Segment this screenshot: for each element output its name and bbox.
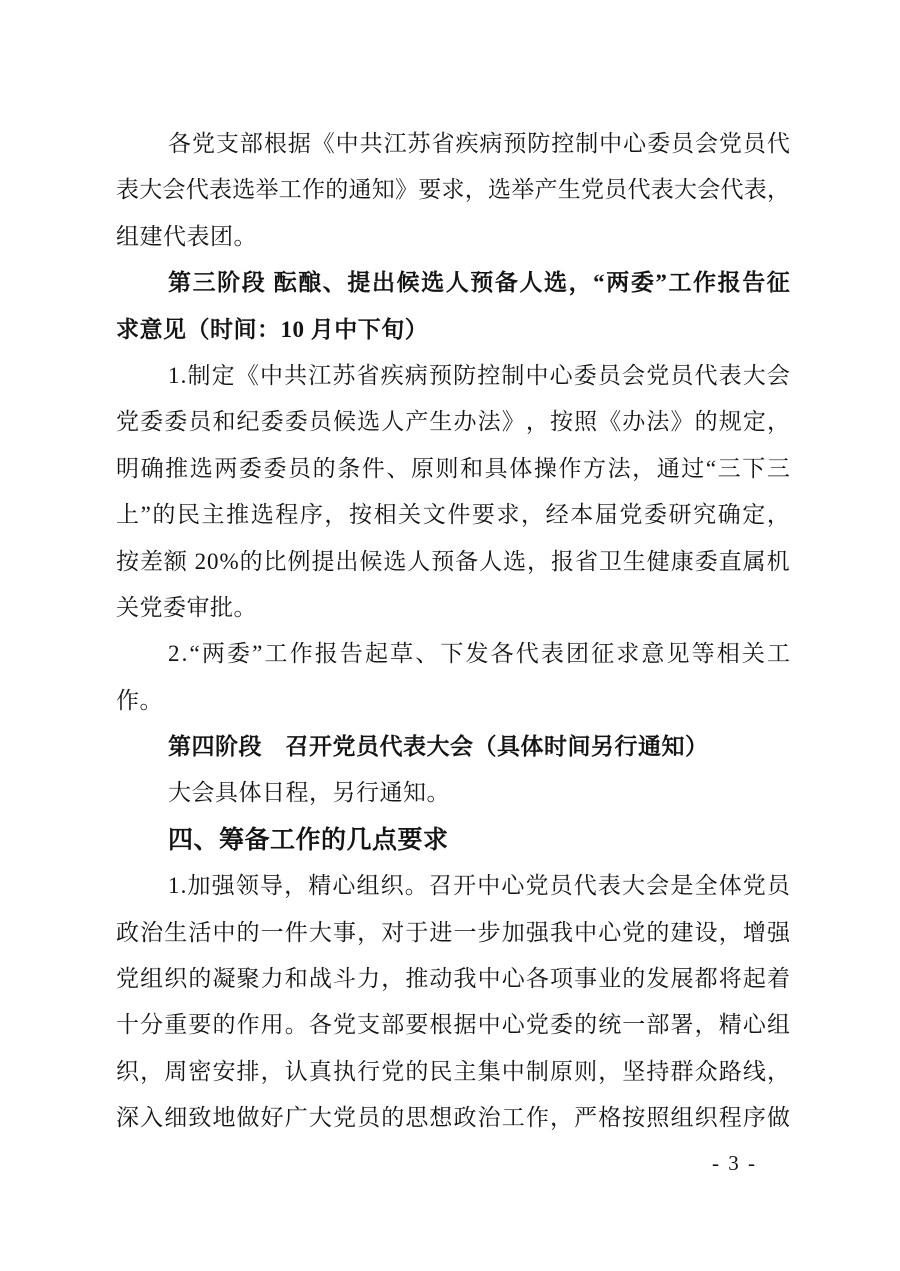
paragraph-line: 组建代表团。 bbox=[116, 223, 257, 249]
paragraph-line: 上 ” 的 民 主 推 选 程 序 ， 按 相 关 文 件 要 求 ， 经 本 届 党 委 研 究 确 定 ， bbox=[116, 502, 790, 528]
page-number: - 3 - bbox=[712, 1151, 757, 1175]
paragraph-line: 2 . “ 两 委 ” 工 作 报 告 起 草 、 下 发 各 代 表 团 征 求 意 见 等 相 关 工 bbox=[168, 641, 790, 667]
paragraph-line: 表 大 会 代 表 选 举 工 作 的 通 知 》 要 求 ， 选 举 产 生 党 员 代 表 大 会 代 表 ， bbox=[116, 177, 790, 203]
paragraph-line: 政 治 生 活 中 的 一 件 大 事 ， 对 于 进 一 步 加 强 我 中 心 党 的 建 设 ， 增 强 bbox=[116, 919, 790, 945]
paragraph-line: 十 分 重 要 的 作 用 。 各 党 支 部 要 根 据 中 心 党 委 的 统 一 部 署 ， 精 心 组 bbox=[116, 1012, 790, 1038]
stage-heading-line: 求意见（时间：10 月中下旬） bbox=[116, 316, 429, 342]
stage-heading-line: 第 三 阶 段 酝 酿 、 提 出 候 选 人 预 备 人 选 ， “ 两 委 ” 工 作 报 告 征 bbox=[168, 270, 790, 296]
paragraph-line: 关党委审批。 bbox=[116, 594, 257, 620]
paragraph-line: 1 . 加 强 领 导 ， 精 心 组 织 。 召 开 中 心 党 员 代 表 大 会 是 全 体 党 员 bbox=[168, 873, 790, 899]
paragraph-line: 作。 bbox=[116, 687, 163, 713]
paragraph-line: 大会具体日程，另行通知。 bbox=[168, 780, 450, 806]
paragraph-line: 1 . 制 定 《 中 共 江 苏 省 疾 病 预 防 控 制 中 心 委 员 会 党 员 代 表 大 会 bbox=[168, 362, 790, 388]
text-block bbox=[116, 121, 790, 1142]
paragraph-line: 党 委 委 员 和 纪 委 委 员 候 选 人 产 生 办 法 》 ， 按 照 《 办 法 》 的 规 定 ， bbox=[116, 409, 790, 435]
paragraph-line: 织 ， 周 密 安 排 ， 认 真 执 行 党 的 民 主 集 中 制 原 则 ， 坚 持 群 众 路 线 ， bbox=[116, 1058, 790, 1084]
stage-heading-line: 第四阶段 召开党员代表大会（具体时间另行通知） bbox=[168, 734, 709, 760]
paragraph-line: 按 差 额 2 0 % 的 比 例 提 出 候 选 人 预 备 人 选 ， 报 省 卫 生 健 康 委 直 属 机 bbox=[116, 548, 790, 574]
paragraph-line: 明 确 推 选 两 委 委 员 的 条 件 、 原 则 和 具 体 操 作 方 法 ， 通 过 “ 三 下 三 bbox=[116, 455, 790, 481]
paragraph-line: 深 入 细 致 地 做 好 广 大 党 员 的 思 想 政 治 工 作 ， 严 格 按 照 组 织 程 序 做 bbox=[116, 1105, 790, 1131]
paragraph-line: 各 党 支 部 根 据 《 中 共 江 苏 省 疾 病 预 防 控 制 中 心 委 员 会 党 员 代 bbox=[168, 131, 790, 156]
section-heading-line: 四、筹备工作的几点要求 bbox=[168, 825, 449, 854]
paragraph-line: 党 组 织 的 凝 聚 力 和 战 斗 力 ， 推 动 我 中 心 各 项 事 业 的 发 展 都 将 起 着 bbox=[116, 966, 790, 992]
